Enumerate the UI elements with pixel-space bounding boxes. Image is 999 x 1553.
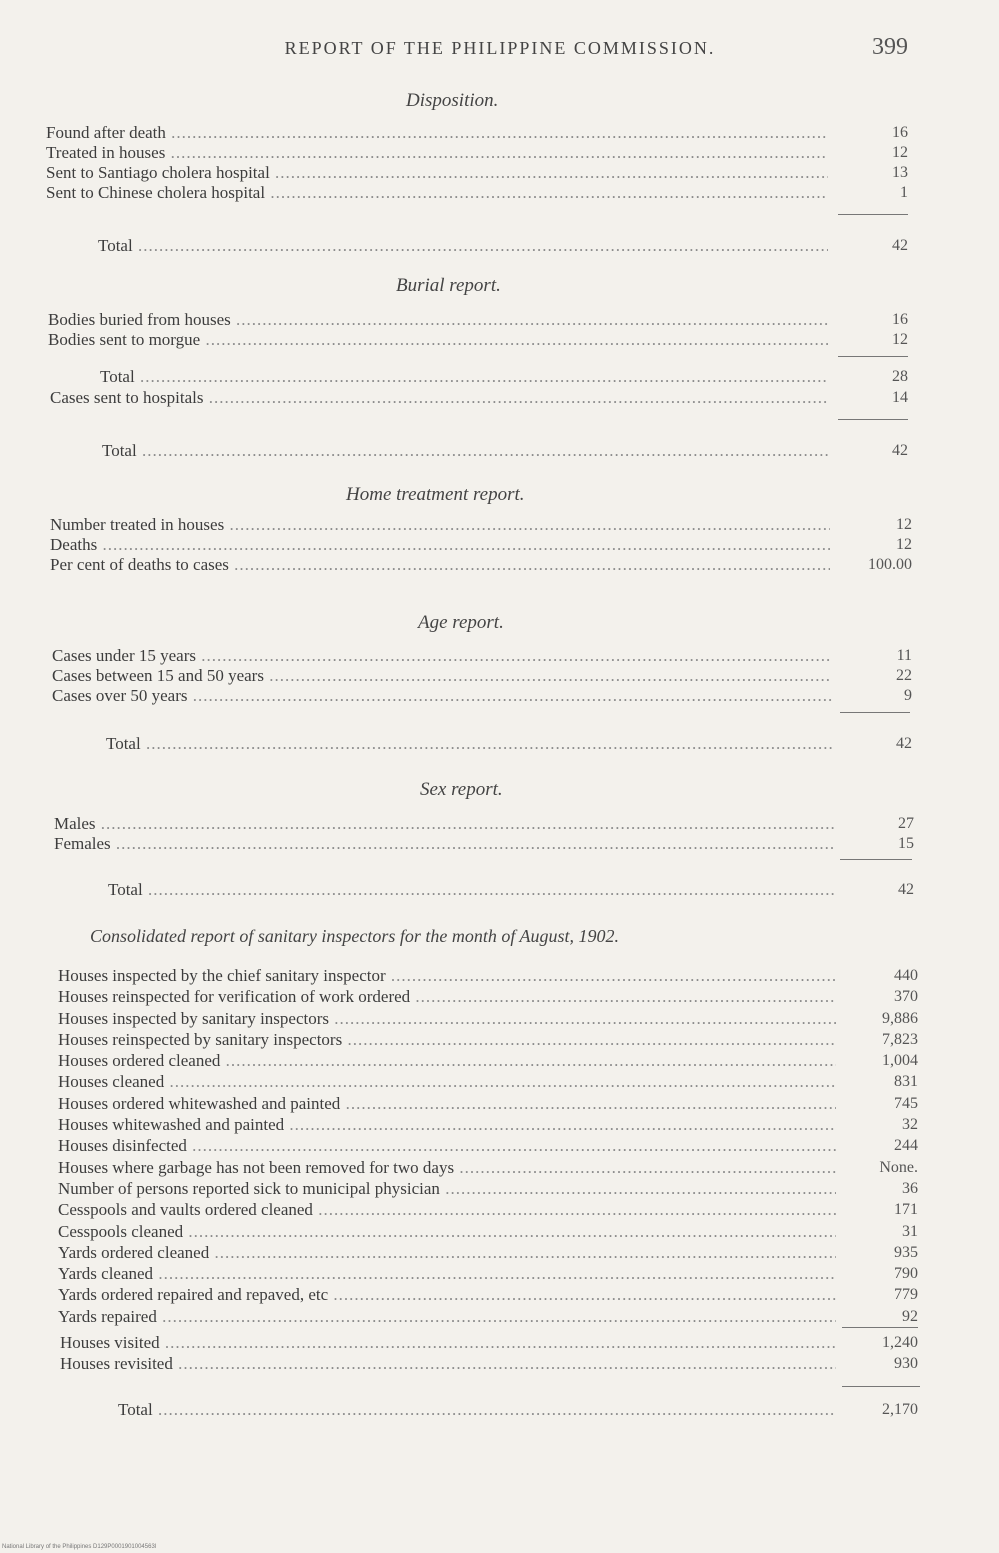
table-row — [46, 143, 926, 163]
table-row — [54, 834, 926, 854]
table-row — [54, 814, 926, 834]
row-label: Houses reinspected by sanitary inspectors ..... — [58, 1030, 836, 1050]
consolidated-table — [58, 966, 928, 1328]
row-label: Yards ordered repaired and repaved, etc ..... — [58, 1285, 836, 1305]
row-label: Cases under 15 years ..... — [52, 646, 832, 666]
table-row — [52, 686, 926, 706]
burial-title: Burial report. — [396, 275, 501, 296]
table-row — [52, 666, 926, 686]
row-value: 244 — [894, 1137, 918, 1155]
table-row — [58, 966, 928, 987]
row-label: Treated in houses ..... — [46, 143, 828, 163]
row-label: Houses reinspected for verification of work ordered ..... — [58, 987, 836, 1007]
row-label: Per cent of deaths to cases ..... — [50, 555, 830, 575]
sex-table — [54, 814, 926, 854]
row-value: 779 — [894, 1286, 918, 1304]
row-label: Houses ordered whitewashed and painted ..... — [58, 1094, 836, 1114]
row-value: None. — [879, 1158, 918, 1176]
table-row — [48, 310, 926, 330]
table-row — [58, 1051, 928, 1072]
row-value: 36 — [902, 1179, 918, 1197]
row-label: Yards ordered cleaned ..... — [58, 1243, 836, 1263]
row-value: 12 — [896, 536, 912, 553]
sum-rule — [842, 1386, 920, 1387]
total-label: Total ..... — [102, 441, 828, 461]
total-value: 42 — [898, 881, 914, 898]
table-row — [58, 1009, 928, 1030]
table-row — [58, 1264, 928, 1285]
table-row — [58, 1243, 928, 1264]
row-value: 12 — [892, 144, 908, 161]
row-label: Number of persons reported sick to municipal physician ..... — [58, 1179, 836, 1199]
table-row — [58, 1115, 928, 1136]
row-value: 13 — [892, 164, 908, 181]
disposition-table — [46, 123, 926, 203]
row-value: 27 — [898, 815, 914, 832]
row-value: 15 — [898, 835, 914, 852]
row-value: 9 — [904, 687, 912, 704]
burial-table — [48, 310, 926, 350]
row-label: Houses disinfected ..... — [58, 1136, 836, 1156]
table-row — [50, 388, 926, 408]
total-label: Total ..... — [106, 734, 832, 754]
table-row — [60, 1333, 928, 1354]
table-row — [52, 646, 926, 666]
row-value: 1,004 — [882, 1052, 918, 1070]
table-row — [58, 1030, 928, 1051]
row-label: Sent to Chinese cholera hospital ..... — [46, 183, 828, 203]
subtotal-label: Total ..... — [100, 367, 828, 387]
row-label: Bodies buried from houses ..... — [48, 310, 828, 330]
row-value: 32 — [902, 1116, 918, 1134]
total-row — [106, 734, 926, 754]
row-value: 790 — [894, 1265, 918, 1283]
row-label: Found after death ..... — [46, 123, 828, 143]
consolidated-visits — [60, 1333, 928, 1375]
table-row — [50, 555, 926, 575]
row-value: 12 — [896, 516, 912, 533]
row-value: 12 — [892, 331, 908, 348]
burial-total — [102, 441, 926, 461]
row-label: Cases between 15 and 50 years ..... — [52, 666, 832, 686]
table-row — [46, 163, 926, 183]
row-label: Sent to Santiago cholera hospital ..... — [46, 163, 828, 183]
row-label: Houses whitewashed and painted ..... — [58, 1115, 836, 1135]
row-label: Cases over 50 years ..... — [52, 686, 832, 706]
row-value: 100.00 — [868, 556, 912, 573]
row-value: 935 — [894, 1243, 918, 1261]
row-value: 9,886 — [882, 1009, 918, 1027]
row-label: Houses where garbage has not been removed for two days ..... — [58, 1158, 836, 1178]
table-row — [58, 1136, 928, 1157]
row-value: 440 — [894, 967, 918, 984]
age-table — [52, 646, 926, 706]
running-header — [40, 34, 970, 64]
row-label: Cesspools and vaults ordered cleaned ..... — [58, 1200, 836, 1220]
table-row — [58, 1285, 928, 1306]
row-label: Bodies sent to morgue ..... — [48, 330, 828, 350]
table-row — [50, 535, 926, 555]
total-row — [102, 441, 926, 461]
table-row — [58, 1158, 928, 1179]
row-label: Houses cleaned ..... — [58, 1072, 836, 1092]
row-label: Number treated in houses ..... — [50, 515, 830, 535]
total-value: 42 — [896, 735, 912, 752]
total-value: 42 — [892, 442, 908, 459]
burial-subtotal — [100, 367, 926, 387]
table-row — [50, 515, 926, 535]
total-row — [108, 880, 926, 900]
row-value: 22 — [896, 667, 912, 684]
table-row — [58, 1222, 928, 1243]
burial-hospitals — [50, 388, 926, 408]
row-label: Males ..... — [54, 814, 834, 834]
sum-rule — [840, 859, 912, 860]
row-value: 831 — [894, 1073, 918, 1091]
total-value: 2,170 — [882, 1401, 918, 1418]
sum-rule — [842, 1327, 918, 1328]
row-label: Females ..... — [54, 834, 834, 854]
row-label: Houses visited ..... — [60, 1333, 836, 1353]
consolidated-title: Consolidated report of sanitary inspectors for the month of August, 1902. — [90, 926, 620, 946]
home-treatment-table — [50, 515, 926, 575]
total-value: 42 — [892, 237, 908, 254]
disposition-title: Disposition. — [406, 90, 499, 111]
total-label: Total ..... — [118, 1400, 836, 1420]
home-treatment-title: Home treatment report. — [346, 484, 525, 505]
row-label: Houses ordered cleaned ..... — [58, 1051, 836, 1071]
row-value: 930 — [894, 1355, 918, 1372]
row-label: Cesspools cleaned ..... — [58, 1222, 836, 1242]
row-value: 92 — [902, 1307, 918, 1325]
row-value: 16 — [892, 124, 908, 141]
age-total — [106, 734, 926, 754]
running-title: REPORT OF THE PHILIPPINE COMMISSION. — [284, 38, 716, 58]
subtotal-value: 28 — [892, 368, 908, 385]
row-value: 745 — [894, 1094, 918, 1112]
sum-rule — [838, 214, 908, 215]
total-row — [98, 236, 926, 256]
row-value: 7,823 — [882, 1030, 918, 1048]
table-row — [48, 330, 926, 350]
sum-rule — [838, 419, 908, 420]
row-label: Houses inspected by the chief sanitary inspector ..... — [58, 966, 836, 986]
sex-total — [108, 880, 926, 900]
row-value: 11 — [896, 647, 912, 664]
table-row — [58, 1094, 928, 1115]
table-row — [58, 1307, 928, 1328]
footer-note: National Library of the Philippines D129P0001901004563l — [2, 1544, 157, 1550]
page-number: 399 — [872, 34, 908, 60]
row-label: Deaths ..... — [50, 535, 830, 555]
row-value: 370 — [894, 988, 918, 1006]
table-row — [58, 1072, 928, 1093]
table-row — [58, 1200, 928, 1221]
row-value: 1 — [900, 184, 908, 201]
table-row — [58, 1179, 928, 1200]
consolidated-total — [118, 1400, 928, 1420]
sum-rule — [840, 712, 910, 713]
table-row — [46, 123, 926, 143]
total-label: Total ..... — [108, 880, 834, 900]
row-value: 16 — [892, 311, 908, 328]
table-row — [58, 987, 928, 1008]
sum-rule — [838, 356, 908, 357]
sex-title: Sex report. — [420, 779, 503, 800]
row-label: Yards repaired ..... — [58, 1307, 836, 1327]
total-label: Total ..... — [98, 236, 828, 256]
total-row — [118, 1400, 928, 1420]
total-row — [100, 367, 926, 387]
row-value: 171 — [894, 1201, 918, 1219]
row-label: Houses inspected by sanitary inspectors ..... — [58, 1009, 836, 1029]
age-title: Age report. — [418, 612, 504, 633]
disposition-total — [98, 236, 926, 256]
table-row — [46, 183, 926, 203]
row-value: 31 — [902, 1222, 918, 1240]
row-value: 14 — [892, 389, 908, 406]
row-label: Yards cleaned ..... — [58, 1264, 836, 1284]
row-label: Houses revisited ..... — [60, 1354, 836, 1374]
row-value: 1,240 — [882, 1334, 918, 1351]
row-label: Cases sent to hospitals ..... — [50, 388, 828, 408]
table-row — [60, 1354, 928, 1375]
